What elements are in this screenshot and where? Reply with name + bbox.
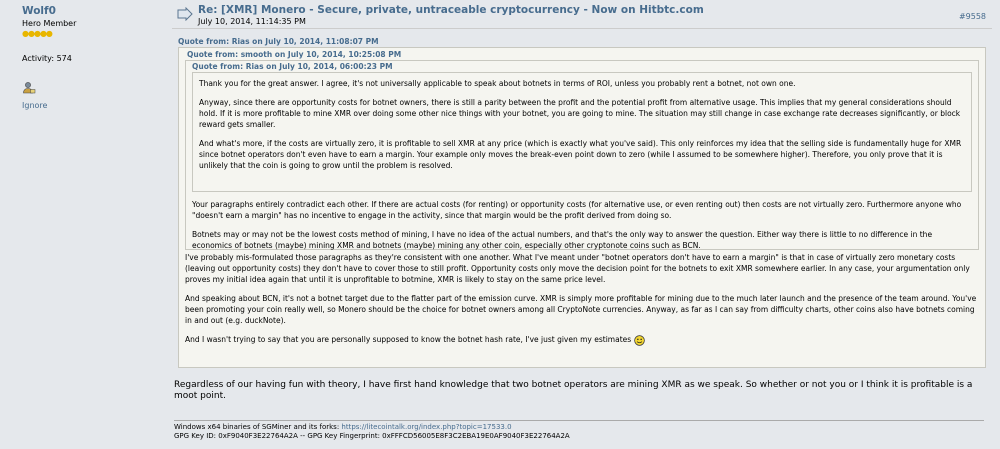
quote-block [185, 60, 979, 250]
quote-header[interactable]: Quote from: Rias on July 10, 2014, 06:00:23 PM [192, 62, 393, 71]
post-content [172, 0, 992, 449]
quote-header[interactable]: Quote from: smooth on July 10, 2014, 10:25:08 PM [187, 50, 402, 59]
quote-paragraph-text: And I wasn't trying to say that you are personally supposed to know the botnet hash rate, I've just given my estimates [185, 335, 632, 344]
rank-stars-icon: ●●●●● [22, 29, 52, 38]
user-profile-icon[interactable] [22, 81, 36, 95]
message-number-link[interactable]: #9558 [958, 12, 986, 21]
signature-text: Windows x64 binaries of SGMiner and its forks: [174, 423, 342, 431]
poster-name-link[interactable]: Wolf0 [22, 5, 56, 17]
quote-paragraph: Your paragraphs entirely contradict each other. If there are actual costs (for renting) or opportunity costs (for alternative use, or even renting out) then costs are not virtually zero. Furthermore anyone who "doesn't earn a margin" has no incentive to engage in the activity, since that margin would be the profit derived from doing so. [192, 200, 962, 220]
quote-paragraph: I've probably mis-formulated those paragraphs as they're consistent with one another. What I've meant under "botnet operators don't have to earn a margin" is that in case of virtually zero monetary costs (leaving out opportunity costs) they don't have to cover those to still profit. Opportunity costs only move the decision point for the botnets to exit XMR somewhere earlier. In any case, your argumentation only proves my initial idea again that until it is unprofitable to botmine, XMR is likely to stay on the same price level. [185, 253, 970, 284]
quote-block [192, 72, 972, 192]
quote-paragraph: Thank you for the great answer. I agree, it's not universally applicable to speak about botnets in terms of ROI, unless you probably rent a botnet, not own one. [199, 79, 796, 88]
quote-block [178, 47, 986, 368]
quote-paragraph: Botnets may or may not be the lowest costs method of mining, I have no idea of the actual numbers, and that's the only way to answer the question. Either way there is little to no difference in the economics of botnets (maybe) mining XMR and botnets (maybe) mining any other coin, especially other cryptonote coins such as BCN. [192, 230, 933, 250]
signature-link[interactable]: https://litecointalk.org/index.php?topic=17533.0 [341, 423, 512, 431]
quote-paragraph-last [185, 334, 979, 346]
smiley-icon [634, 335, 645, 346]
topic-xx-icon [177, 7, 193, 21]
quote-paragraph: And what's more, if the costs are virtually zero, it is profitable to sell XMR at any price (which is exactly what you've said). This only reinforces my idea that the selling side is fundamentally huge for XMR since botnet operators don't even have to earn a margin. Your example only moves the break-even point down to zero (while I assumed to be somewhere higher). Therefore, you only prove that it is unlikely that the coin is going to grow until the problem is resolved. [199, 139, 962, 170]
post-header [172, 0, 992, 29]
poster-info [0, 0, 160, 449]
quote-paragraph: And speaking about BCN, it's not a botnet target due to the flatter part of the emission curve. XMR is simply more profitable for mining due to the much later launch and the presence of the team around. You've been promoting your coin really well, so Monero should be the choice for botnet owners among all CryptoNote currencies. Anyway, as far as I can say from difficulty charts, other coins also have botnets coming in and out (e.g. duckNote). [185, 294, 977, 325]
signature-line [174, 423, 984, 432]
post-body: Regardless of our having fun with theory, I have first hand knowledge that two botnet operators are mining XMR as we speak. So whether or not you or I think it is profitable is a moot point. [174, 380, 973, 401]
post-date: July 10, 2014, 11:14:35 PM [198, 17, 306, 26]
quote-text [185, 250, 979, 346]
signature-gpg: GPG Key ID: 0xF9040F3E22764A2A -- GPG Key Fingerprint: 0xFFFCD56005E8F3C2EBA19E0AF9040F3E22764A2A [174, 432, 570, 440]
ignore-link[interactable]: Ignore [22, 101, 48, 110]
quote-paragraph: Anyway, since there are opportunity costs for botnet owners, there is still a parity between the profit and the potential profit from alternative usage. This implies that my general considerations should hold. If it is more profitable to mine XMR over doing some other nice things with your botnet, you are going to mine. The situation may still change in case exchange rate decreases significantly, or block reward gets smaller. [199, 98, 961, 129]
quote-header[interactable]: Quote from: Rias on July 10, 2014, 11:08:07 PM [178, 37, 379, 46]
poster-rank: Hero Member [22, 19, 77, 28]
post-subject-link[interactable]: Re: [XMR] Monero - Secure, private, untraceable cryptocurrency - Now on Hitbtc.com [198, 4, 704, 16]
poster-activity: Activity: 574 [22, 54, 72, 63]
signature [174, 420, 984, 441]
